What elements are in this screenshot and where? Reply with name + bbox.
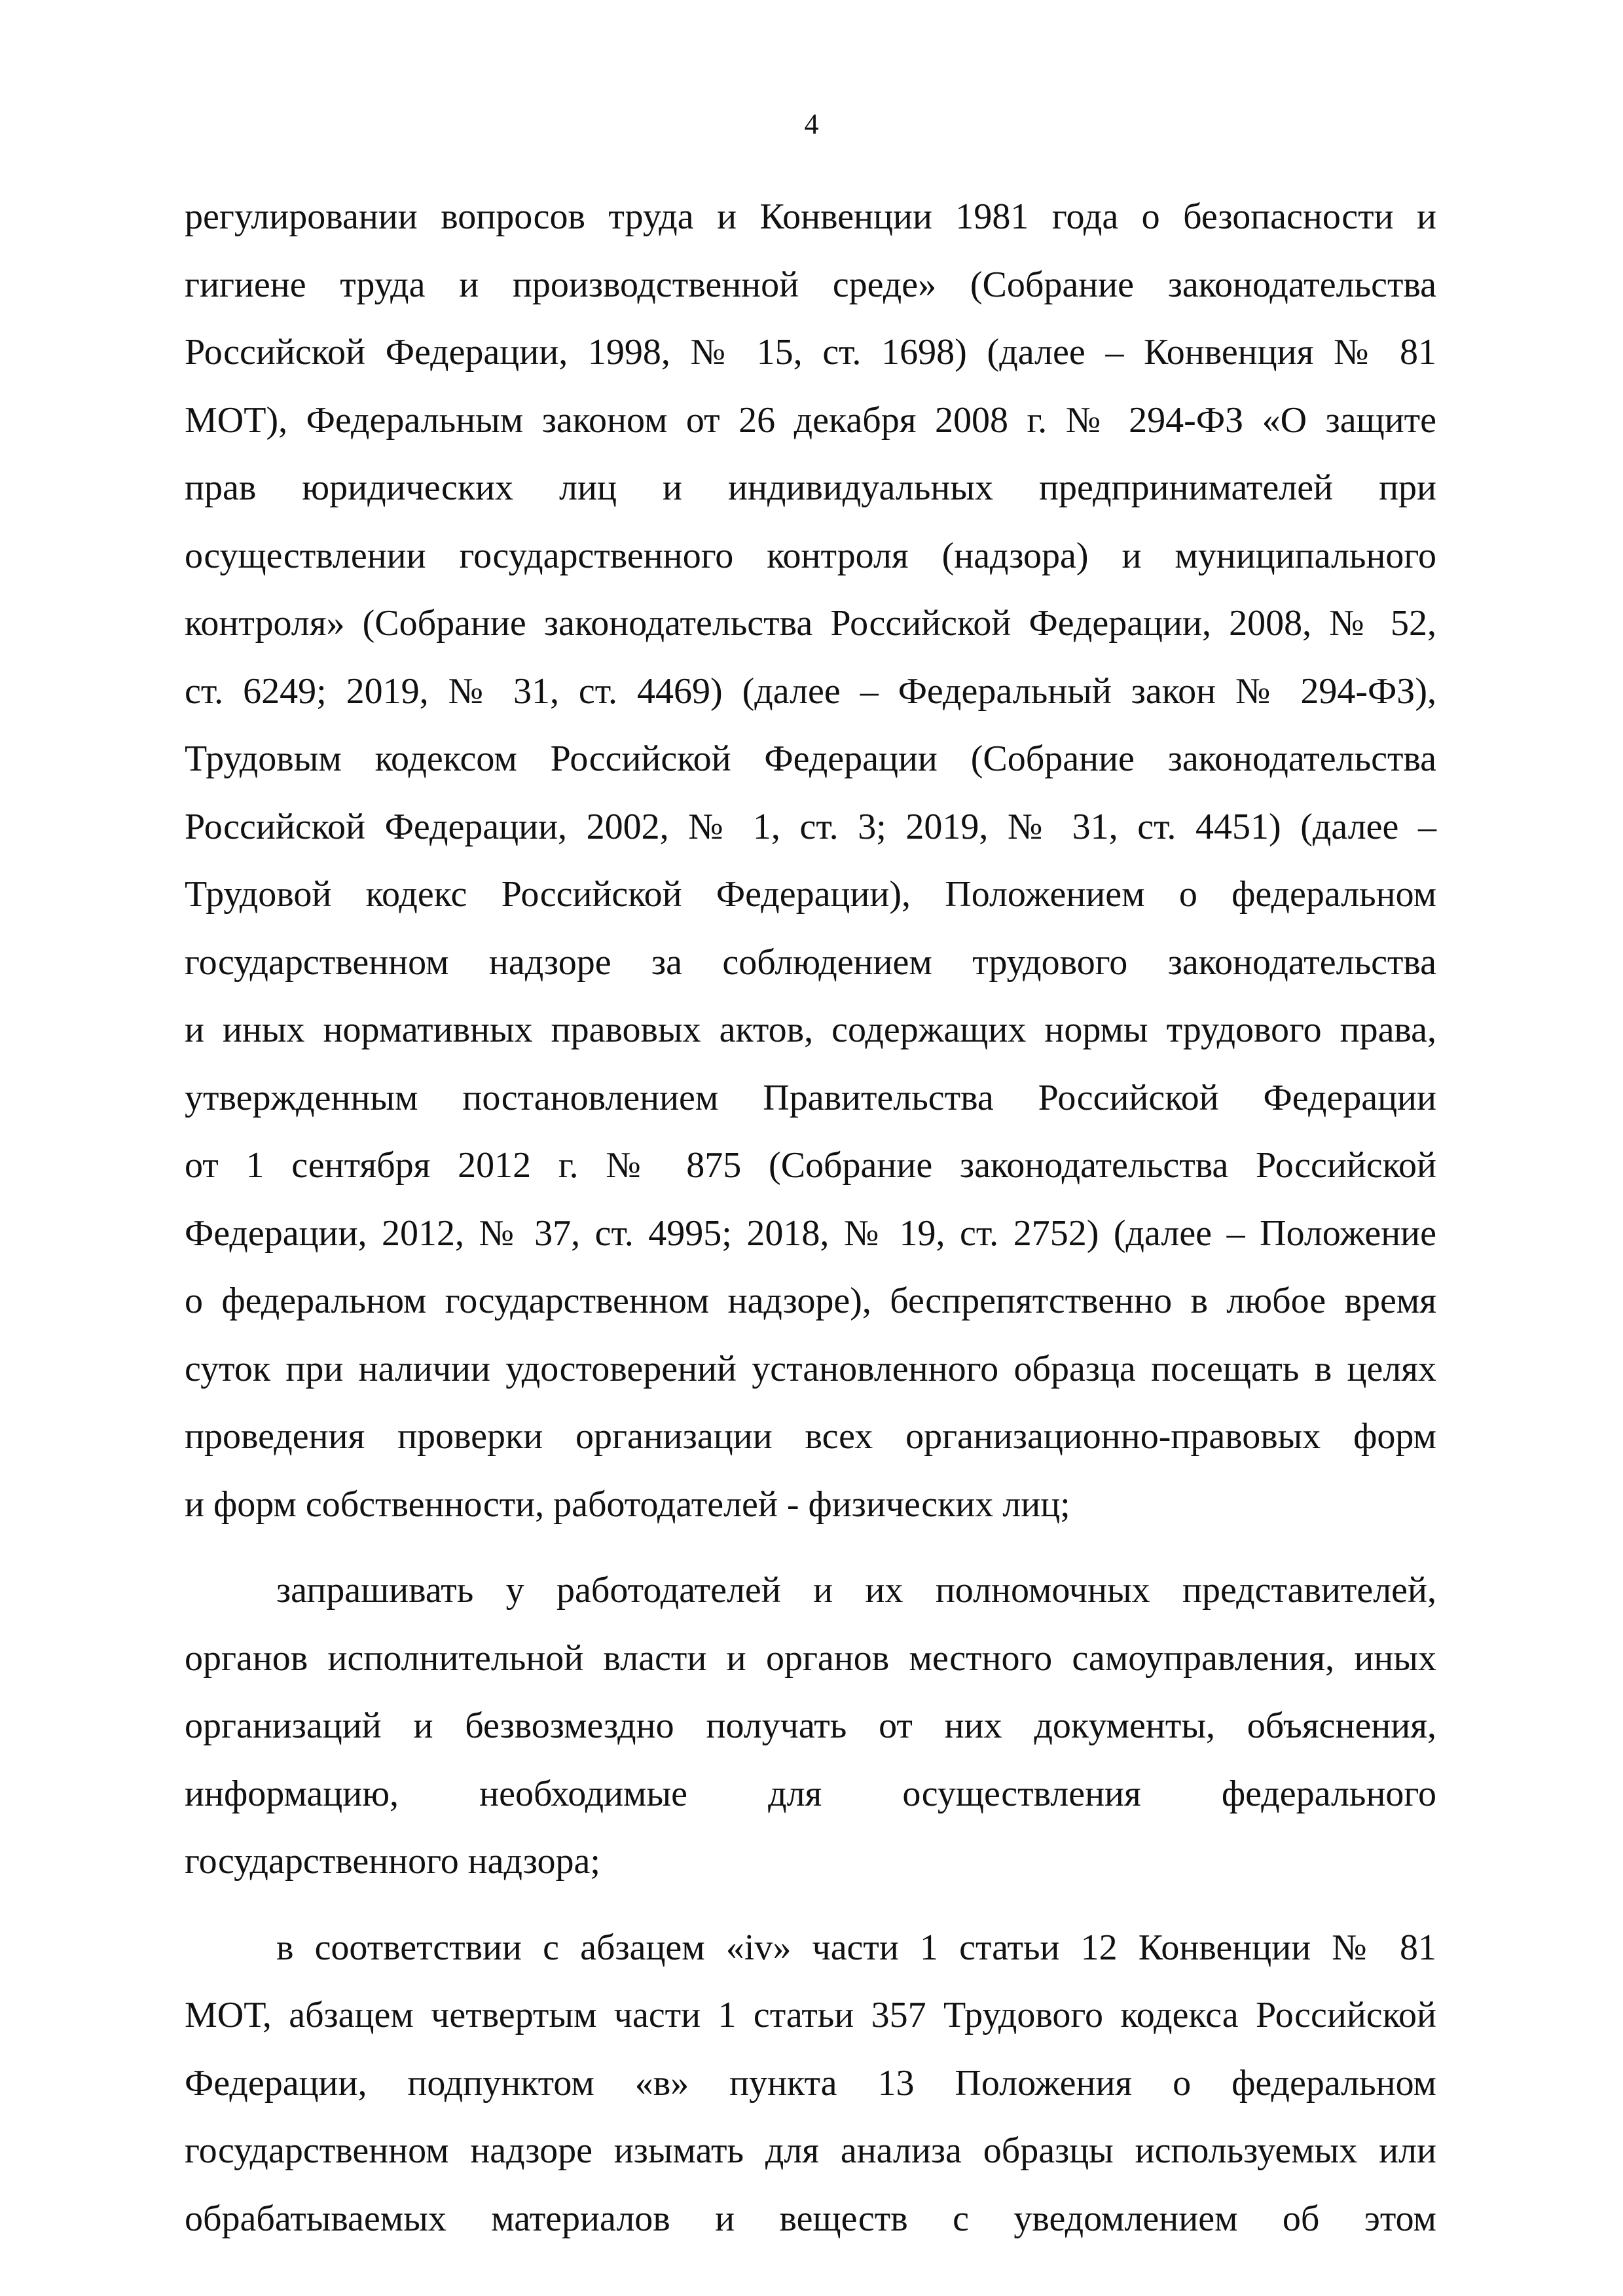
paragraph-gap xyxy=(185,1896,1436,1914)
text-line: регулировании вопросов труда и Конвенции 1981 года о безопасности и xyxy=(185,196,1436,237)
text-line: осуществлении государственного контроля (надзора) и муниципального xyxy=(185,535,1436,576)
text-line: Федерации, подпунктом «в» пункта 13 Положения о федеральном xyxy=(185,2062,1436,2104)
text-line: Российской Федерации, 1998, № 15, ст. 1698) (далее – Конвенция № 81 xyxy=(185,332,1436,373)
text-line: гигиене труда и производственной среде» (Собрание законодательства xyxy=(185,264,1436,305)
text-line: и иных нормативных правовых актов, содержащих нормы трудового права, xyxy=(185,1010,1436,1050)
text-line: Трудовой кодекс Российской Федерации), Положением о федеральном xyxy=(185,874,1436,915)
text-line: прав юридических лиц и индивидуальных предпринимателей при xyxy=(185,467,1436,508)
page-number: 4 xyxy=(804,108,819,140)
text-line: о федеральном государственном надзоре), беспрепятственно в любое время xyxy=(185,1281,1436,1321)
text-line: государственном надзоре за соблюдением трудового законодательства xyxy=(185,941,1436,983)
text-line: информацию, необходимые для осуществления федерального xyxy=(185,1773,1436,1814)
text-line: запрашивать у работодателей и их полномочных представителей, xyxy=(276,1570,1436,1611)
text-line: и форм собственности, работодателей - физических лиц; xyxy=(185,1484,1070,1525)
text-line: Трудовым кодексом Российской Федерации (Собрание законодательства xyxy=(185,738,1436,779)
text-line: в соответствии с абзацем «iv» части 1 статьи 12 Конвенции № 81 xyxy=(276,1927,1436,1968)
text-line: Федерации, 2012, № 37, ст. 4995; 2018, № 19, ст. 2752) (далее – Положение xyxy=(185,1212,1436,1254)
text-line: ст. 6249; 2019, № 31, ст. 4469) (далее – Федеральный закон № 294-ФЗ), xyxy=(185,670,1436,712)
text-line: МОТ, абзацем четвертым части 1 статьи 357 Трудового кодекса Российской xyxy=(185,1995,1436,2035)
text-line: Российской Федерации, 2002, № 1, ст. 3; 2019, № 31, ст. 4451) (далее – xyxy=(185,806,1436,847)
document-body xyxy=(185,183,1436,2253)
text-line: МОТ), Федеральным законом от 26 декабря 2008 г. № 294-ФЗ «О защите xyxy=(185,399,1436,441)
text-line: контроля» (Собрание законодательства Российской Федерации, 2008, № 52, xyxy=(185,603,1436,644)
paragraph-gap xyxy=(185,1539,1436,1557)
text-line: от 1 сентября 2012 г. № 875 (Собрание законодательства Российской xyxy=(185,1145,1436,1186)
text-line: органов исполнительной власти и органов местного самоуправления, иных xyxy=(185,1637,1436,1679)
text-line: проведения проверки организации всех организационно-правовых форм xyxy=(185,1416,1436,1457)
text-line: государственном надзоре изымать для анализа образцы используемых или xyxy=(185,2130,1436,2171)
text-line: обрабатываемых материалов и веществ с уведомлением об этом xyxy=(185,2198,1436,2239)
text-line: организаций и безвозмездно получать от них документы, объяснения, xyxy=(185,1705,1436,1746)
text-line: суток при наличии удостоверений установленного образца посещать в целях xyxy=(185,1348,1436,1389)
text-line: утвержденным постановлением Правительства Российской Федерации xyxy=(185,1077,1436,1118)
text-line: государственного надзора; xyxy=(185,1841,600,1882)
